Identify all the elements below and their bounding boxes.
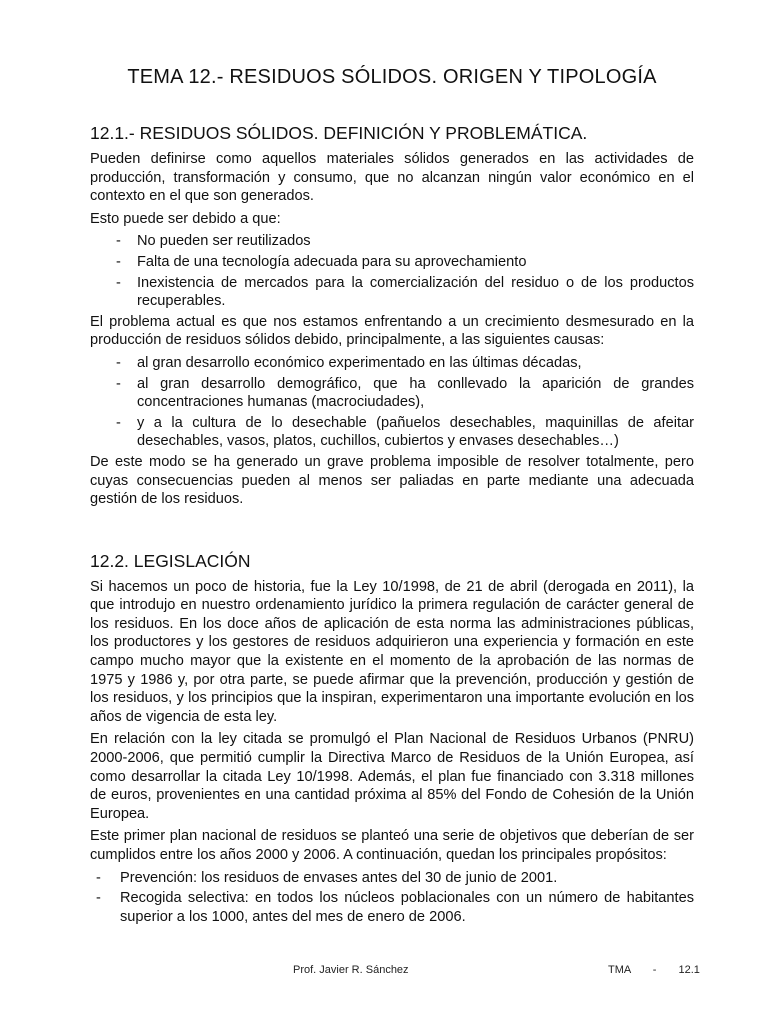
section-1-paragraph-2: Esto puede ser debido a que:	[90, 210, 281, 227]
footer-page-code: TMA - 12.1	[608, 964, 700, 976]
section-1-paragraph-4: De este modo se ha generado un grave problema imposible de resolver totalmente, pero cuyas consecuencias pueden al menos ser paliadas en parte mediante una adecuada gestión de los residuos.	[90, 453, 694, 508]
section-2-paragraph-3: Este primer plan nacional de residuos se planteó una serie de objetivos que deberían de ser cumplidos entre los años 2000 y 2006. A continuación, quedan los principales propósitos:	[90, 828, 694, 863]
list-item: - al gran desarrollo económico experimentado en las últimas décadas,	[116, 354, 694, 373]
list-item: - Inexistencia de mercados para la comercialización del residuo o de los productos recuperables.	[116, 274, 694, 311]
document-page	[90, 66, 694, 928]
section-2-paragraph-1: Si hacemos un poco de historia, fue la Ley 10/1998, de 21 de abril (derogada en 2011), la que introdujo en nuestro ordenamiento jurídico la primera regulación de carácter general de los residuos. En los doce años de aplicación de esta norma las administraciones públicas, los productores y los gestores de residuos adquirieron una experiencia y formación en este campo mucho mayor que la existente en el momento de la aprobación de las normas de 1975 y 1986 y, por otra parte, se puede afirmar que la prevención, producción y gestión de los residuos, y los principios que la inspiran, experimentaron una importante evolución en los años de vigencia de esta ley.	[90, 578, 694, 725]
page-title: TEMA 12.- RESIDUOS SÓLIDOS. ORIGEN Y TIPOLOGÍA	[127, 66, 657, 88]
footer-author: Prof. Javier R. Sánchez	[293, 964, 409, 976]
list-item: - Falta de una tecnología adecuada para su aprovechamiento	[116, 253, 694, 272]
section-1-paragraph-1: Pueden definirse como aquellos materiales sólidos generados en las actividades de producción, transformación y consumo, que no alcanzan ningún valor económico en el contexto en el que son generados.	[90, 151, 694, 205]
section-2-heading: 12.2. LEGISLACIÓN	[90, 550, 251, 571]
list-item: - No pueden ser reutilizados	[116, 232, 694, 251]
section-1-list-2	[90, 354, 694, 451]
list-item: - Prevención: los residuos de envases antes del 30 de junio de 2001.	[90, 869, 694, 888]
section-1-paragraph-3: El problema actual es que nos estamos enfrentando a un crecimiento desmesurado en la producción de residuos sólidos debido, principalmente, a las siguientes causas:	[90, 313, 694, 349]
list-item: - y a la cultura de lo desechable (pañuelos desechables, maquinillas de afeitar desechables, vasos, platos, cuchillos, cubiertos y envases desechables…)	[116, 414, 694, 451]
section-2-list-1	[90, 869, 694, 927]
section-2-paragraph-2: En relación con la ley citada se promulgó el Plan Nacional de Residuos Urbanos (PNRU) 2000-2006, que permitió cumplir la Directiva Marco de Residuos de la Unión Europea, así como desarrollar la citada Ley 10/1998. Además, el plan fue financiado con 3.318 millones de euros, provenientes en una cantidad próxima al 85% del Fondo de Cohesión de la Unión Europea.	[90, 731, 694, 822]
section-1-list-1	[90, 232, 694, 310]
list-item: - Recogida selectiva: en todos los núcleos poblacionales con un número de habitantes superior a los 1000, antes del mes de enero de 2006.	[90, 889, 694, 926]
section-1-heading: 12.1.- RESIDUOS SÓLIDOS. DEFINICIÓN Y PROBLEMÁTICA.	[90, 123, 588, 143]
list-item: - al gran desarrollo demográfico, que ha conllevado la aparición de grandes concentraciones humanas (macrociudades),	[116, 375, 694, 412]
